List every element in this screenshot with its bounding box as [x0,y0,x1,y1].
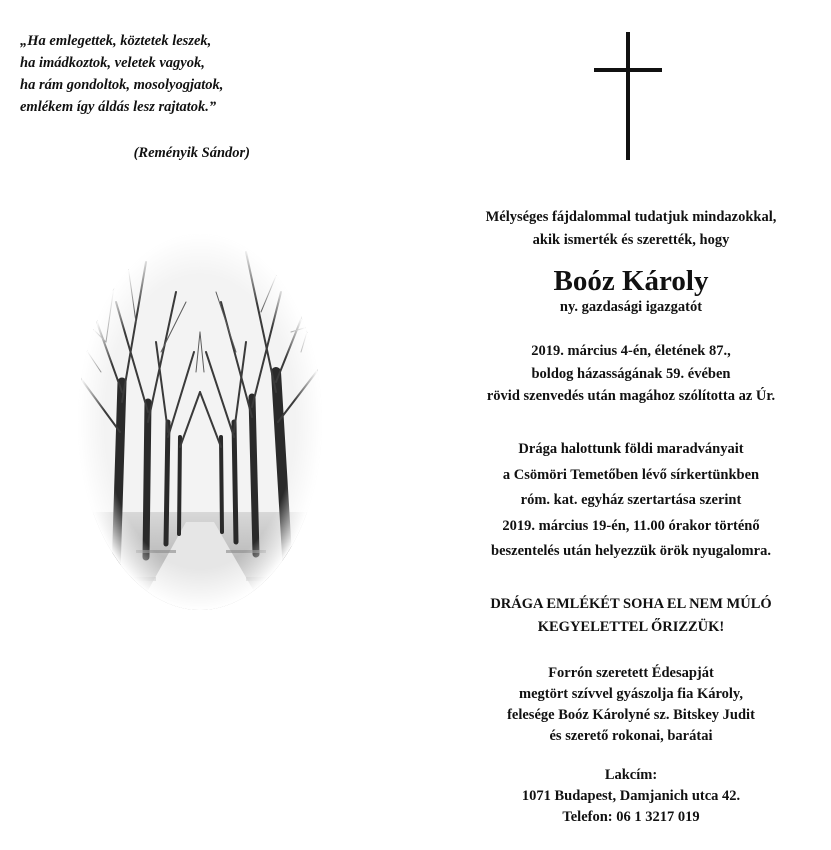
funeral-line: róm. kat. egyház szertartása szerint [520,492,742,508]
funeral-line: Drága halottunk földi maradványait [518,441,744,457]
quote-line: emlékem így áldás lesz rajtatok.” [20,99,217,115]
quote-author: (Reményik Sándor) [133,145,250,161]
quote-line: ha rám gondoltok, mosolyogjatok, [20,77,224,93]
deceased-name: Boóz Károly [553,265,709,297]
funeral-line: a Csömöri Temetőben lévő sírkertünkben [502,466,760,483]
quote-line: ha imádkoztok, veletek vagyok, [20,55,205,71]
tree-avenue-photo [76,232,324,612]
mourners-line: megtört szívvel gyászolja fia Károly, [518,686,744,702]
memory-line: DRÁGA EMLÉKÉT SOHA EL NEM MÚLÓ [490,596,772,612]
death-line: boldog házasságának 59. évében [531,365,731,382]
contact [450,765,812,828]
quote [20,30,260,118]
intro [450,206,812,251]
mourners-line: Forrón szeretett Édesapját [548,665,714,681]
death-notice [450,340,812,408]
memory-line: KEGYELETTEL ŐRIZZÜK! [537,618,725,635]
memory-statement [450,593,812,638]
mourners-line: felesége Boóz Károlyné sz. Bitskey Judit [507,707,755,723]
intro-line: Mélységes fájdalommal tudatjuk mindazokkal, [485,209,777,225]
funeral-line: 2019. március 19-én, 11.00 órakor történő [502,517,760,534]
funeral-line: beszentelés után helyezzük örök nyugalomra. [491,543,771,559]
mourners [450,663,812,747]
death-line: 2019. március 4-én, életének 87., [531,343,731,359]
intro-line: akik ismerték és szerették, hogy [532,231,730,248]
mourners-line: és szerető rokonai, barátai [549,728,713,744]
deceased-title: ny. gazdasági igazgatót [559,299,703,315]
contact-heading: Lakcím: [604,767,658,783]
death-line: rövid szenvedés után magához szólította az Úr. [486,388,776,404]
cross-icon [592,32,664,160]
quote-line: „Ha emlegettek, köztetek leszek, [20,33,212,49]
contact-address: 1071 Budapest, Damjanich utca 42. [521,788,741,804]
deceased [450,264,812,316]
contact-phone: Telefon: 06 1 3217 019 [562,809,700,825]
funeral-info [450,437,812,565]
